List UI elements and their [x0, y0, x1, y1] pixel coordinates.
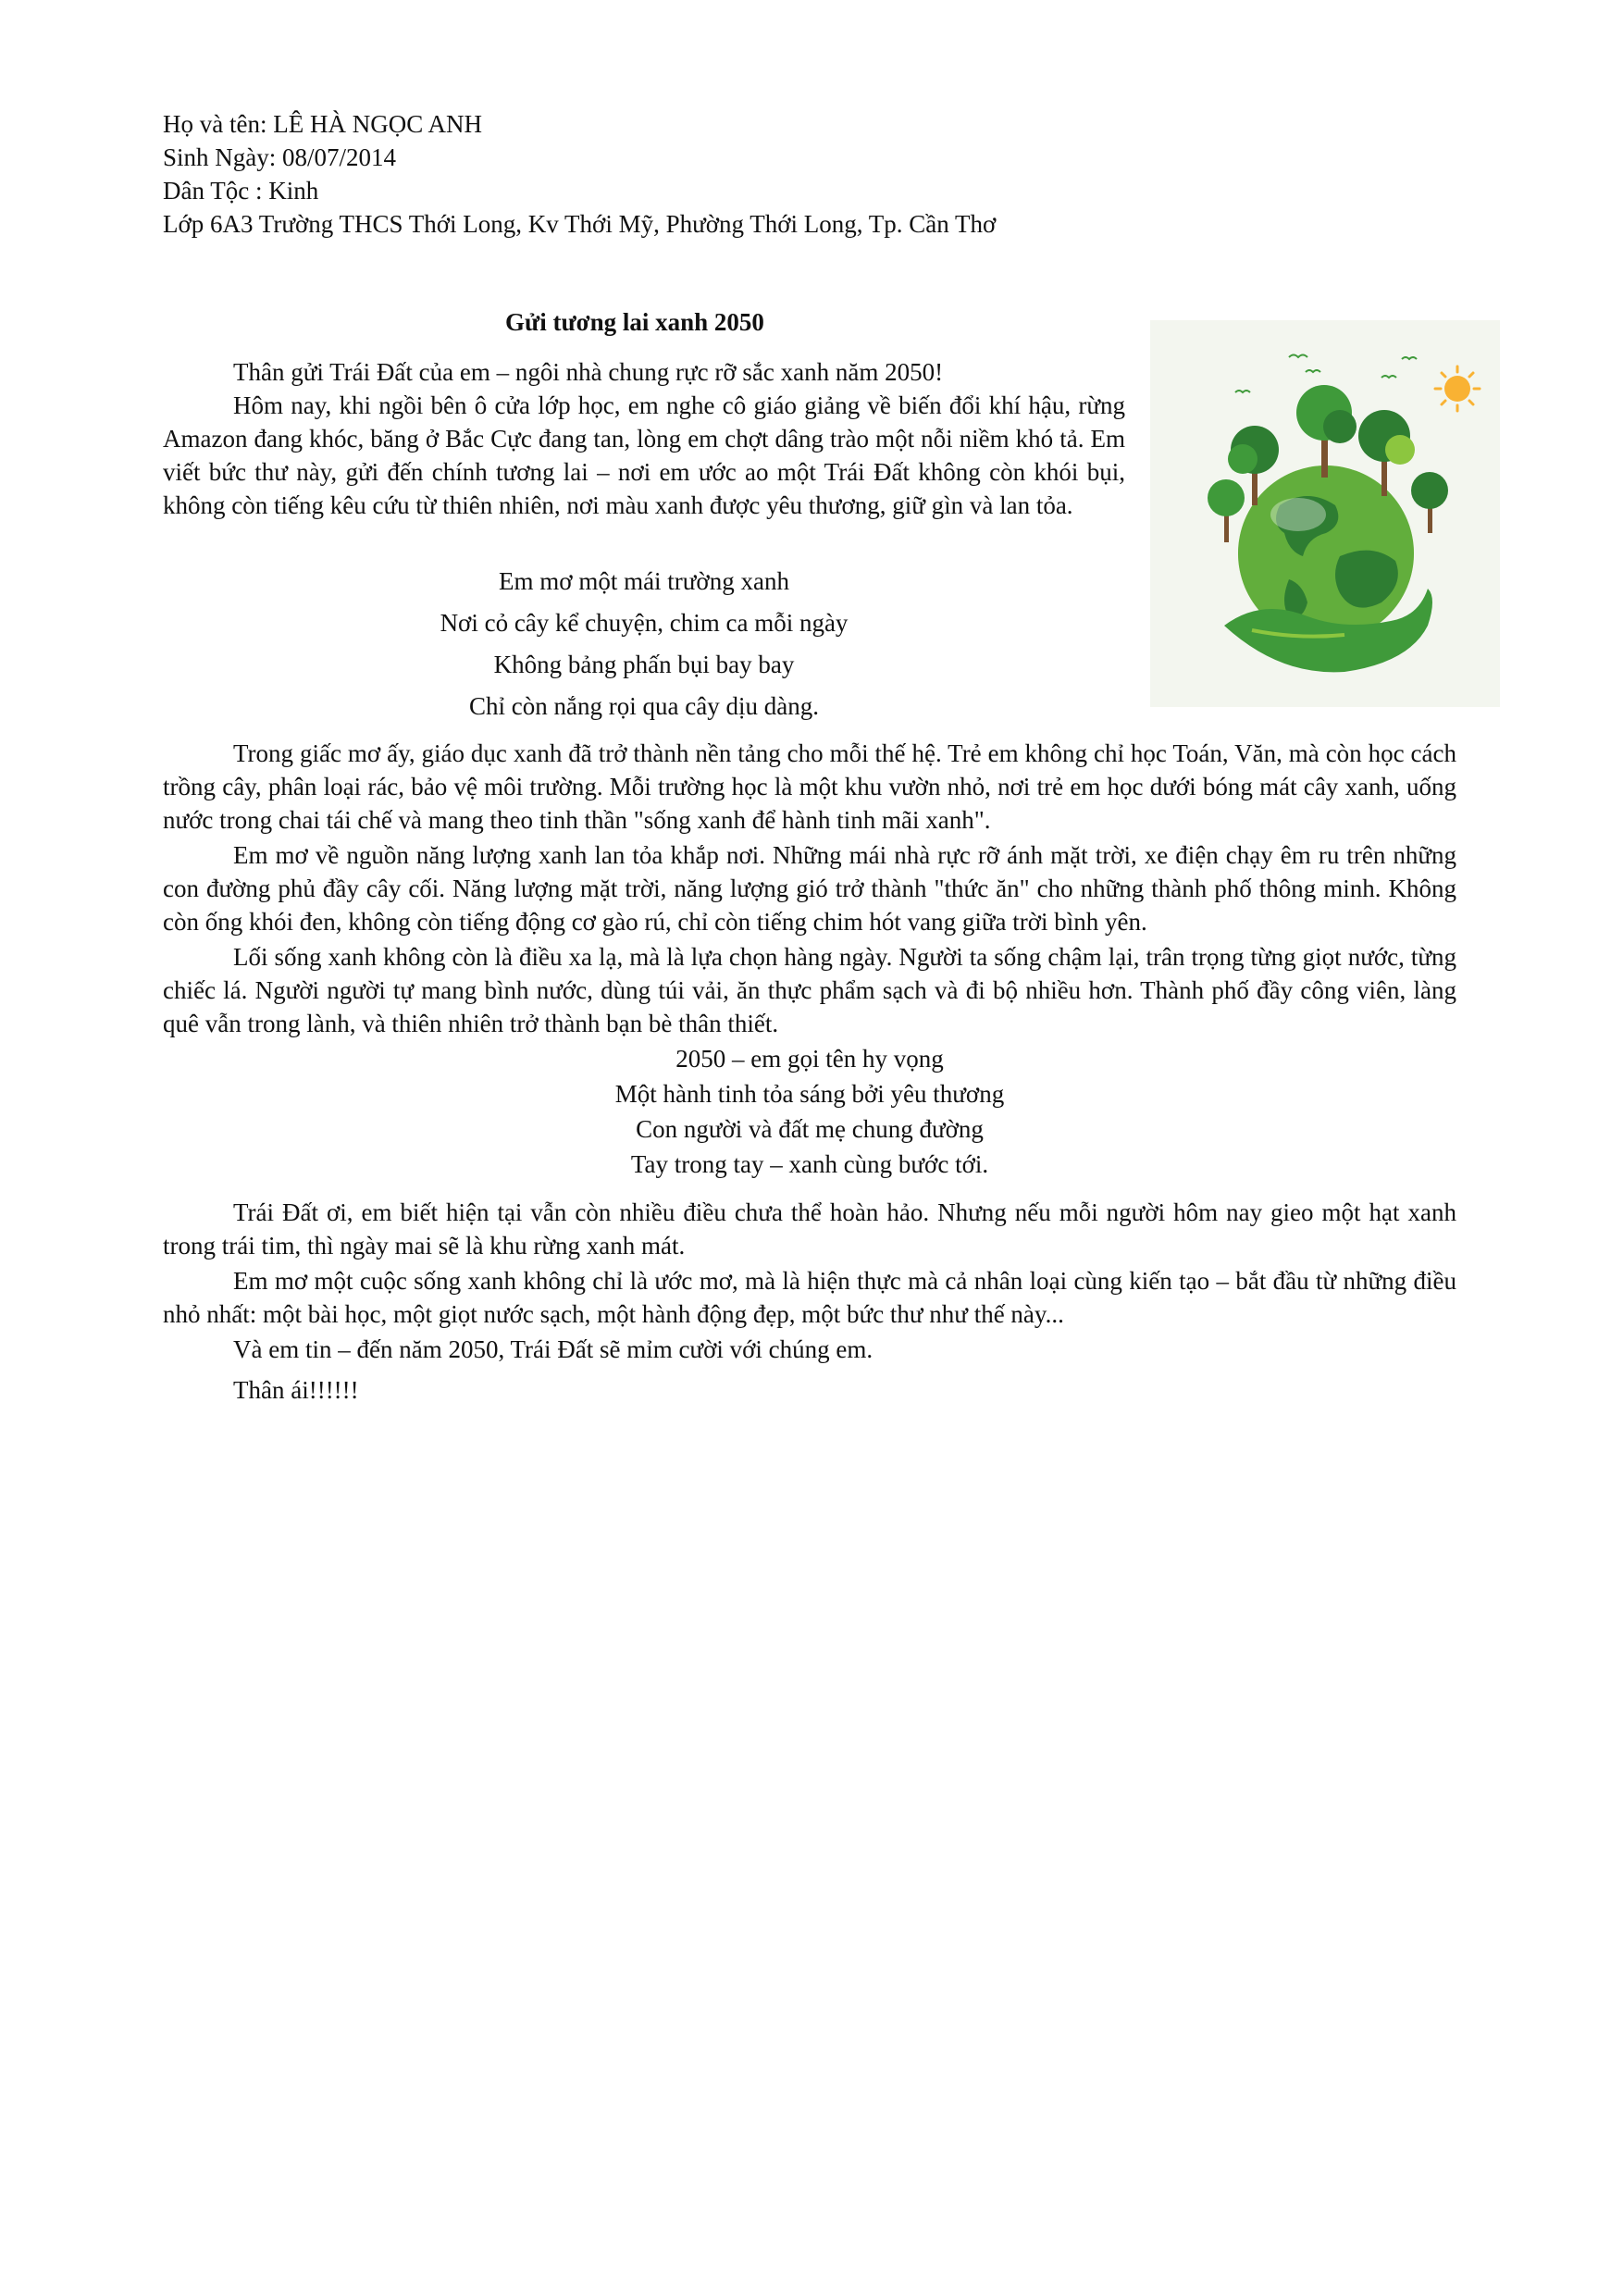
student-ethnicity: Dân Tộc : Kinh	[163, 177, 319, 205]
letter-title: Gửi tương lai xanh 2050	[505, 308, 764, 336]
poem-2-line: Con người và đất mẹ chung đường	[636, 1115, 984, 1143]
poem-1-line: Không bảng phấn bụi bay bay	[493, 651, 795, 678]
poem-2	[163, 1042, 1456, 1183]
paragraph-3: Em mơ về nguồn năng lượng xanh lan tỏa khắp nơi. Những mái nhà rực rỡ ánh mặt trời, xe điện chạy êm ru trên những con đường phủ đầy cây cối. Năng lượng mặt trời, năng lượng gió trở thành "thức ăn" cho những thành phố thông minh. Không còn ống khói đen, không còn tiếng động cơ gào rú, chỉ còn tiếng chim hót vang giữa trời bình yên.	[163, 841, 1456, 936]
poem-2-line: Tay trong tay – xanh cùng bước tới.	[630, 1150, 989, 1178]
globe-trees-hand-icon	[1150, 320, 1500, 707]
paragraph-2: Trong giấc mơ ấy, giáo dục xanh đã trở thành nền tảng cho mỗi thế hệ. Trẻ em không chỉ học Toán, Văn, mà còn học cách trồng cây, phân loại rác, bảo vệ môi trường. Mỗi trường học là một khu vườn nhỏ, nơi trẻ em học dưới bóng mát cây xanh, uống nước trong chai tái chế và mang theo tinh thần "sống xanh để hành tinh mãi xanh".	[163, 739, 1456, 834]
student-school: Lớp 6A3 Trường THCS Thới Long, Kv Thới Mỹ, Phường Thới Long, Tp. Cần Thơ	[163, 210, 997, 238]
greeting: Thân gửi Trái Đất của em – ngôi nhà chung rực rỡ sắc xanh năm 2050!	[233, 358, 944, 386]
poem-2-line: Một hành tinh tỏa sáng bởi yêu thương	[614, 1080, 1005, 1108]
paragraph-1: Hôm nay, khi ngồi bên ô cửa lớp học, em nghe cô giáo giảng về biến đổi khí hậu, rừng Amazon đang khóc, băng ở Bắc Cực đang tan, lòng em chợt dâng trào một nỗi niềm khó tả. Em viết bức thư này, gửi đến chính tương lai – nơi em ước ao một Trái Đất không còn khói bụi, không còn tiếng kêu cứu từ thiên nhiên, nơi màu xanh được yêu thương, giữ gìn và lan tỏa.	[163, 391, 1125, 519]
sun-icon	[1435, 366, 1480, 411]
paragraph-6: Em mơ một cuộc sống xanh không chỉ là ước mơ, mà là hiện thực mà cả nhân loại cùng kiến tạo – bắt đầu từ những điều nhỏ nhất: một bài học, một giọt nước sạch, một hành động đẹp, một bức thư như thế này...	[163, 1267, 1456, 1328]
paragraph-7: Và em tin – đến năm 2050, Trái Đất sẽ mỉm cười với chúng em.	[233, 1335, 873, 1363]
student-info	[163, 107, 996, 241]
poem-2-line: 2050 – em gọi tên hy vọng	[675, 1045, 944, 1073]
paragraph-4: Lối sống xanh không còn là điều xa lạ, mà là lựa chọn hàng ngày. Người ta sống chậm lại, trân trọng từng giọt nước, từng chiếc lá. Người người tự mang bình nước, dùng túi vải, ăn thực phẩm sạch và đi bộ nhiều hơn. Thành phố đầy công viên, làng quê vẫn trong lành, và thiên nhiên trở thành bạn bè thân thiết.	[163, 943, 1456, 1037]
poem-1	[163, 565, 1125, 731]
paragraph-5: Trái Đất ơi, em biết hiện tại vẫn còn nhiều điều chưa thể hoàn hảo. Nhưng nếu mỗi người hôm nay gieo một hạt xanh trong trái tim, thì ngày mai sẽ là khu rừng xanh mát.	[163, 1198, 1456, 1260]
closing: Thân ái!!!!!!	[233, 1376, 359, 1404]
poem-1-line: Chỉ còn nắng rọi qua cây dịu dàng.	[469, 692, 819, 720]
student-birthdate: Sinh Ngày: 08/07/2014	[163, 143, 397, 171]
poem-1-line: Nơi cỏ cây kể chuyện, chim ca mỗi ngày	[440, 609, 849, 637]
poem-1-line: Em mơ một mái trường xanh	[499, 567, 789, 595]
student-name: Họ và tên: LÊ HÀ NGỌC ANH	[163, 110, 482, 138]
